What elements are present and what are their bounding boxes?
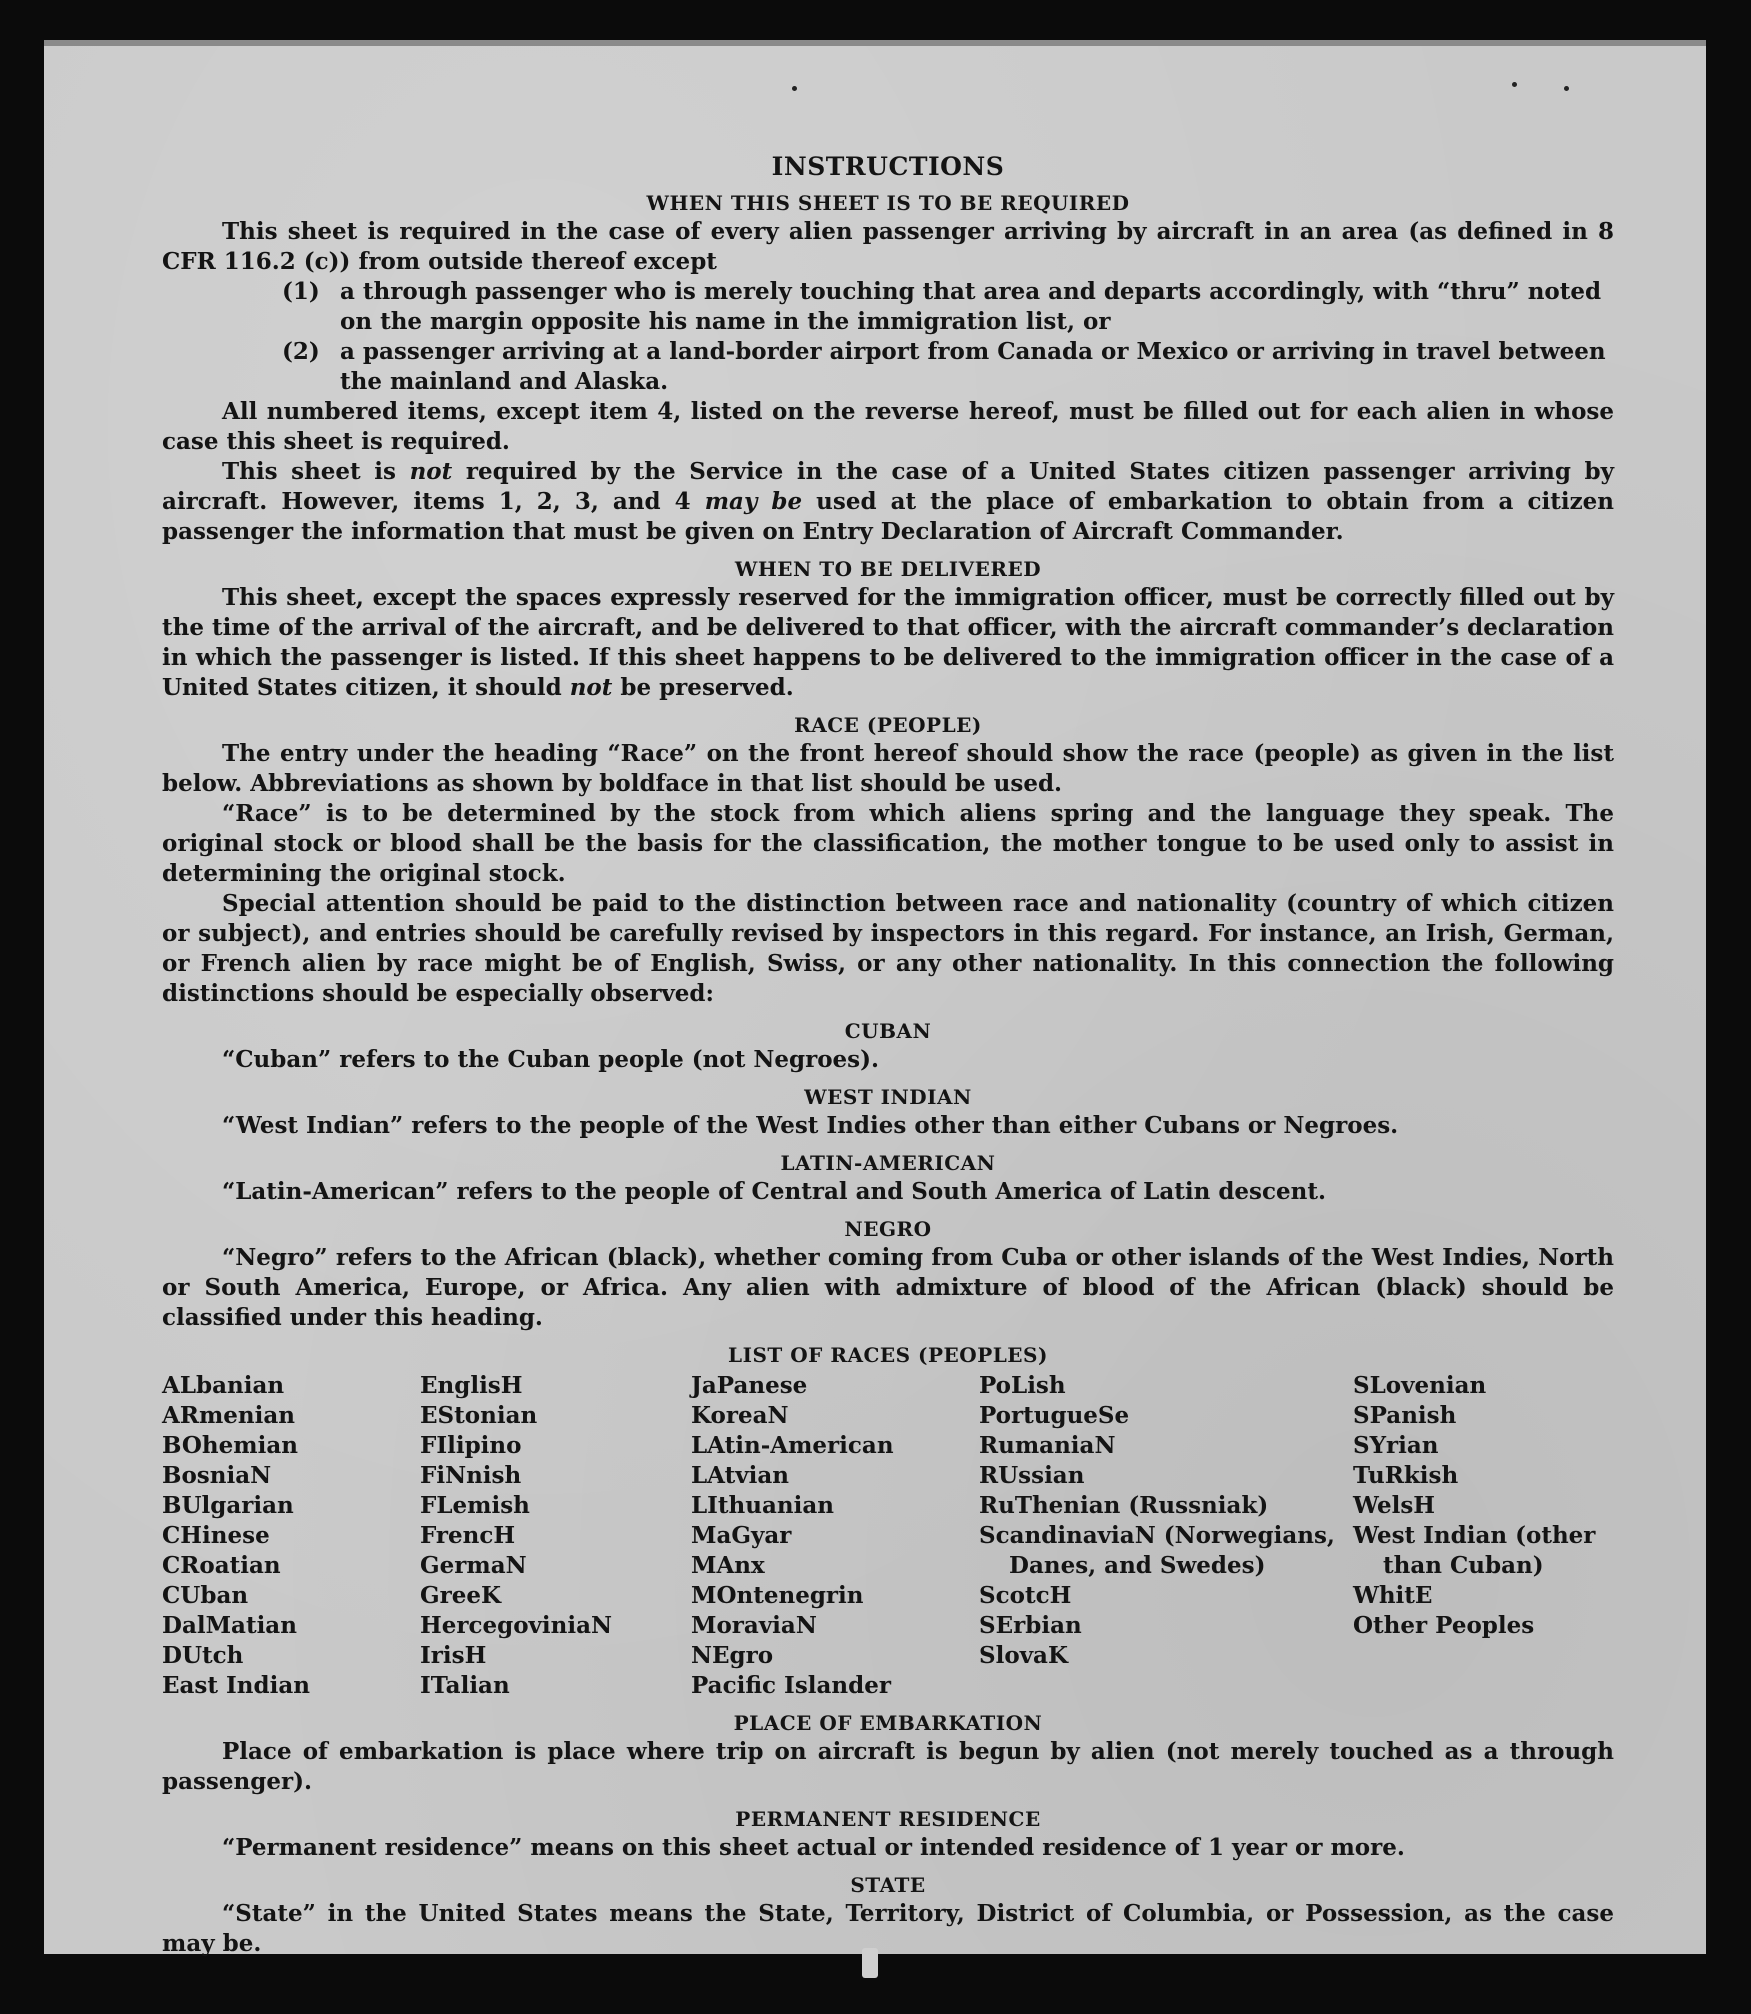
race-item: Pacific Islander (691, 1672, 891, 1699)
race-item: RumaniaN (979, 1432, 1116, 1459)
race-item: CRoatian (162, 1552, 281, 1579)
negro-text: “Negro” refers to the African (black), whether coming from Cuba or other islands of the West Indies, North or South America, Europe, or Africa. Any alien with admixture of blood of the African (black) should be classified under this heading. (162, 1244, 1614, 1331)
exception-number: (1) (282, 278, 320, 305)
race-item: FiNnish (420, 1462, 522, 1489)
race-item: MaGyar (691, 1522, 792, 1549)
required-intro: This sheet is required in the case of every alien passenger arriving by aircraft in an area (as defined in 8 CFR 116.2 (c)) from outside thereof except (162, 218, 1614, 275)
races-column-5 (1353, 1371, 1614, 1701)
exception-item-2 (282, 337, 1614, 397)
race-item: ARmenian (162, 1402, 296, 1429)
race-item: MoraviaN (691, 1612, 817, 1639)
document-sheet (44, 40, 1706, 1957)
exception-number: (2) (282, 338, 320, 365)
race-item: ScotcH (979, 1582, 1072, 1609)
heading-list-of-races: LIST OF RACES (PEOPLES) (728, 1343, 1048, 1367)
page-title: INSTRUCTIONS (771, 152, 1005, 181)
embarkation-text: Place of embarkation is place where trip on aircraft is begun by alien (not merely touched as a through passenger). (162, 1738, 1614, 1795)
required-numbered-items-note: All numbered items, except item 4, listed on the reverse hereof, must be filled out for each alien in whose case this sheet is required. (162, 398, 1614, 455)
race-item: LAtin-American (691, 1432, 894, 1459)
races-column-1 (162, 1371, 420, 1701)
punch-mark (1512, 82, 1517, 87)
race-item: DalMatian (162, 1612, 297, 1639)
race-item: CUban (162, 1582, 249, 1609)
race-item: Other Peoples (1353, 1612, 1535, 1639)
race-item: MAnx (691, 1552, 765, 1579)
heading-latin-american: LATIN-AMERICAN (780, 1151, 996, 1175)
races-column-4 (979, 1371, 1353, 1701)
race-item: SLovenian (1353, 1372, 1487, 1399)
race-item: PoLish (979, 1372, 1066, 1399)
race-item: SPanish (1353, 1402, 1457, 1429)
heading-required: WHEN THIS SHEET IS TO BE REQUIRED (646, 191, 1130, 215)
text-run: used at the place of embarkation to obtain from a citizen passenger the information that must be given on Entry Declaration of Aircraft Commander. (162, 488, 1614, 545)
race-item: PortugueSe (979, 1402, 1130, 1429)
race-item: KoreaN (691, 1402, 789, 1429)
heading-cuban: CUBAN (844, 1019, 932, 1043)
heading-state: STATE (850, 1873, 926, 1897)
race-item: ITalian (420, 1672, 510, 1699)
race-item: East Indian (162, 1672, 310, 1699)
emphasis-not: not (569, 674, 613, 701)
race-item: MOntenegrin (691, 1582, 864, 1609)
race-item: LIthuanian (691, 1492, 834, 1519)
exception-text: a passenger arriving at a land-border airport from Canada or Mexico or arriving in travel between the mainland and Alaska. (340, 338, 1606, 395)
latin-american-text: “Latin-American” refers to the people of Central and South America of Latin descent. (222, 1178, 1326, 1205)
race-item: IrisH (420, 1642, 487, 1669)
state-text: “State” in the United States means the State, Territory, District of Columbia, or Possession, as the case may be. (162, 1900, 1614, 1957)
race-item: SYrian (1353, 1432, 1439, 1459)
race-item: ALbanian (162, 1372, 285, 1399)
west-indian-text: “West Indian” refers to the people of the West Indies other than either Cubans or Negroes. (222, 1112, 1399, 1139)
race-item: NEgro (691, 1642, 774, 1669)
instructions-content (162, 108, 1614, 1959)
race-item: BOhemian (162, 1432, 298, 1459)
race-item: SErbian (979, 1612, 1082, 1639)
race-item: GreeK (420, 1582, 502, 1609)
race-item: EStonian (420, 1402, 538, 1429)
race-item: WelsH (1353, 1492, 1436, 1519)
race-item: WhitE (1353, 1582, 1433, 1609)
race-para-1: The entry under the heading “Race” on the front hereof should show the race (people) as given in the list below. Abbreviations as shown by boldface in that list should be used. (162, 740, 1614, 797)
race-item: LAtvian (691, 1462, 789, 1489)
race-item: BosniaN (162, 1462, 272, 1489)
race-item: RuThenian (Russniak) (979, 1492, 1269, 1519)
heading-west-indian: WEST INDIAN (804, 1085, 972, 1109)
race-item: TuRkish (1353, 1462, 1459, 1489)
race-item: CHinese (162, 1522, 270, 1549)
heading-delivered: WHEN TO BE DELIVERED (734, 557, 1042, 581)
required-citizen-note (162, 457, 1614, 547)
heading-negro: NEGRO (844, 1217, 932, 1241)
race-item: DUtch (162, 1642, 244, 1669)
race-item: FrencH (420, 1522, 516, 1549)
emphasis-may-be: may be (704, 488, 803, 515)
heading-embarkation: PLACE OF EMBARKATION (733, 1711, 1043, 1735)
cuban-text: “Cuban” refers to the Cuban people (not Negroes). (222, 1046, 880, 1073)
race-item: RUssian (979, 1462, 1085, 1489)
race-item: SlovaK (979, 1642, 1068, 1669)
punch-mark (1564, 86, 1569, 91)
emphasis-not: not (409, 458, 453, 485)
race-item: JaPanese (691, 1372, 808, 1399)
heading-permanent-residence: PERMANENT RESIDENCE (735, 1807, 1041, 1831)
race-para-2: “Race” is to be determined by the stock from which aliens spring and the language they speak. The original stock or blood shall be the basis for the classification, the mother tongue to be used only to assist in determining the original stock. (162, 800, 1614, 887)
exception-text: a through passenger who is merely touching that area and departs accordingly, with “thru” noted on the margin opposite his name in the immigration list, or (340, 278, 1602, 335)
delivered-text (162, 583, 1614, 703)
race-item: BUlgarian (162, 1492, 294, 1519)
races-column-3 (691, 1371, 979, 1701)
race-item: West Indian (other than Cuban) (1353, 1522, 1596, 1579)
residence-text: “Permanent residence” means on this sheet actual or intended residence of 1 year or more. (222, 1834, 1405, 1861)
exception-item-1 (282, 277, 1614, 337)
text-run: required by the Service in the case of a United States citizen passenger arriving by aircraft. However, items 1, 2, 3, and 4 (162, 458, 1614, 515)
binder-clip (862, 1948, 878, 1978)
race-item: FLemish (420, 1492, 530, 1519)
races-list (162, 1371, 1614, 1701)
text-run: This sheet, except the spaces expressly reserved for the immigration officer, must be correctly filled out by the time of the arrival of the aircraft, and be delivered to that officer, with the aircraft commander’s declaration in which the passenger is listed. If this sheet happens to be delivered to the immigration officer in the case of a United States citizen, it should (162, 584, 1614, 701)
punch-mark (792, 86, 797, 91)
race-item: FIlipino (420, 1432, 522, 1459)
race-item: GermaN (420, 1552, 527, 1579)
heading-race: RACE (PEOPLE) (794, 713, 982, 737)
text-run: be preserved. (612, 674, 794, 701)
race-item: EnglisH (420, 1372, 523, 1399)
race-item: HercegoviniaN (420, 1612, 613, 1639)
race-item: ScandinaviaN (Norwegians, Danes, and Swedes) (979, 1522, 1335, 1579)
race-para-3: Special attention should be paid to the distinction between race and nationality (country of which citizen or subject), and entries should be carefully revised by inspectors in this regard. For instance, an Irish, German, or French alien by race might be of English, Swiss, or any other nationality. In this connection the following distinctions should be especially observed: (162, 890, 1614, 1007)
races-column-2 (420, 1371, 691, 1701)
text-run: This sheet is (222, 458, 410, 485)
